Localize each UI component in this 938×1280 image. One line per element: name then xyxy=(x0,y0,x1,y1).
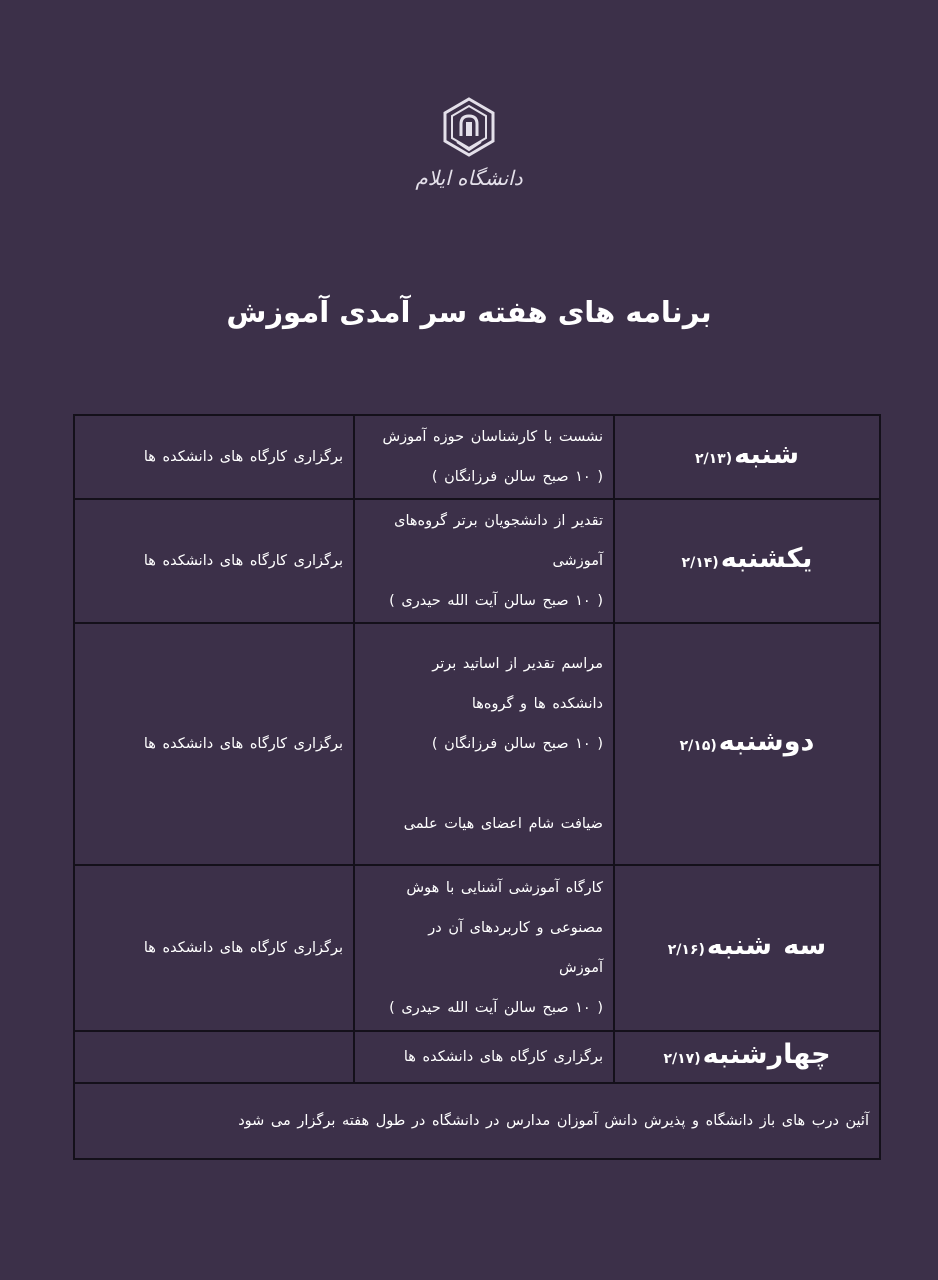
schedule-table xyxy=(73,414,881,1160)
day-name: چهارشنبه xyxy=(702,1039,831,1070)
table-row xyxy=(74,1031,880,1083)
workshop-cell: برگزاری کارگاه های دانشکده ها xyxy=(74,623,354,865)
table-row xyxy=(74,623,880,865)
day-name: دوشنبه xyxy=(718,726,815,757)
day-cell xyxy=(614,865,880,1031)
event-line: آموزش xyxy=(559,960,603,976)
day-name: یکشنبه xyxy=(720,543,813,574)
day-cell xyxy=(614,623,880,865)
event-line: آموزشی xyxy=(552,553,603,569)
workshop-cell: برگزاری کارگاه های دانشکده ها xyxy=(74,499,354,623)
day-date: (۲/۱۴ xyxy=(681,555,719,571)
workshop-cell: برگزاری کارگاه های دانشکده ها xyxy=(74,415,354,499)
table-row xyxy=(74,865,880,1031)
university-logo xyxy=(409,96,529,208)
event-line: ( ۱۰ صبح سالن آیت الله حیدری ) xyxy=(389,1000,603,1016)
workshop-cell xyxy=(74,1031,354,1083)
event-line: مراسم تقدیر از اساتید برتر xyxy=(432,656,603,672)
table-row xyxy=(74,499,880,623)
event-line: برگزاری کارگاه های دانشکده ها xyxy=(403,1049,603,1065)
day-cell xyxy=(614,1031,880,1083)
logo-wordmark: دانشگاه ایلام xyxy=(415,166,523,190)
event-line: مصنوعی و کاربردهای آن در xyxy=(428,920,603,936)
day-date: (۲/۱۷ xyxy=(663,1051,701,1067)
event-line: ( ۱۰ صبح سالن فرزانگان ) xyxy=(431,736,603,752)
table-row xyxy=(74,415,880,499)
event-line: ( ۱۰ صبح سالن آیت الله حیدری ) xyxy=(389,593,603,609)
event-line: تقدیر از دانشجویان برتر گروه‌های xyxy=(394,513,603,529)
day-date: (۲/۱۳ xyxy=(694,451,733,467)
day-date: (۲/۱۵ xyxy=(679,738,717,754)
day-name: شنبه xyxy=(734,439,800,470)
footer-row xyxy=(74,1083,880,1159)
workshop-cell: برگزاری کارگاه های دانشکده ها xyxy=(74,865,354,1031)
day-cell xyxy=(614,415,880,499)
page-title: برنامه های هفته سر آمدی آموزش xyxy=(226,295,712,329)
event-line: نشست با کارشناسان حوزه آموزش xyxy=(382,429,603,445)
day-date: (۲/۱۶ xyxy=(667,942,705,958)
event-extra: ضیافت شام اعضای هیات علمی xyxy=(403,816,603,832)
day-cell xyxy=(614,499,880,623)
event-cell xyxy=(354,865,614,1031)
event-line: کارگاه آموزشی آشنایی با هوش xyxy=(406,880,603,896)
event-cell xyxy=(354,1031,614,1083)
event-cell xyxy=(354,415,614,499)
footer-note: آئین درب های باز دانشگاه و پذیرش دانش آموزان مدارس در دانشگاه در طول هفته برگزار می شود xyxy=(74,1083,880,1159)
event-cell xyxy=(354,623,614,865)
day-name: سه شنبه xyxy=(706,930,827,961)
university-emblem-icon xyxy=(441,96,497,160)
event-line: دانشکده ها و گروه‌ها xyxy=(471,696,603,712)
event-line: ( ۱۰ صبح سالن فرزانگان ) xyxy=(431,469,603,485)
event-cell xyxy=(354,499,614,623)
